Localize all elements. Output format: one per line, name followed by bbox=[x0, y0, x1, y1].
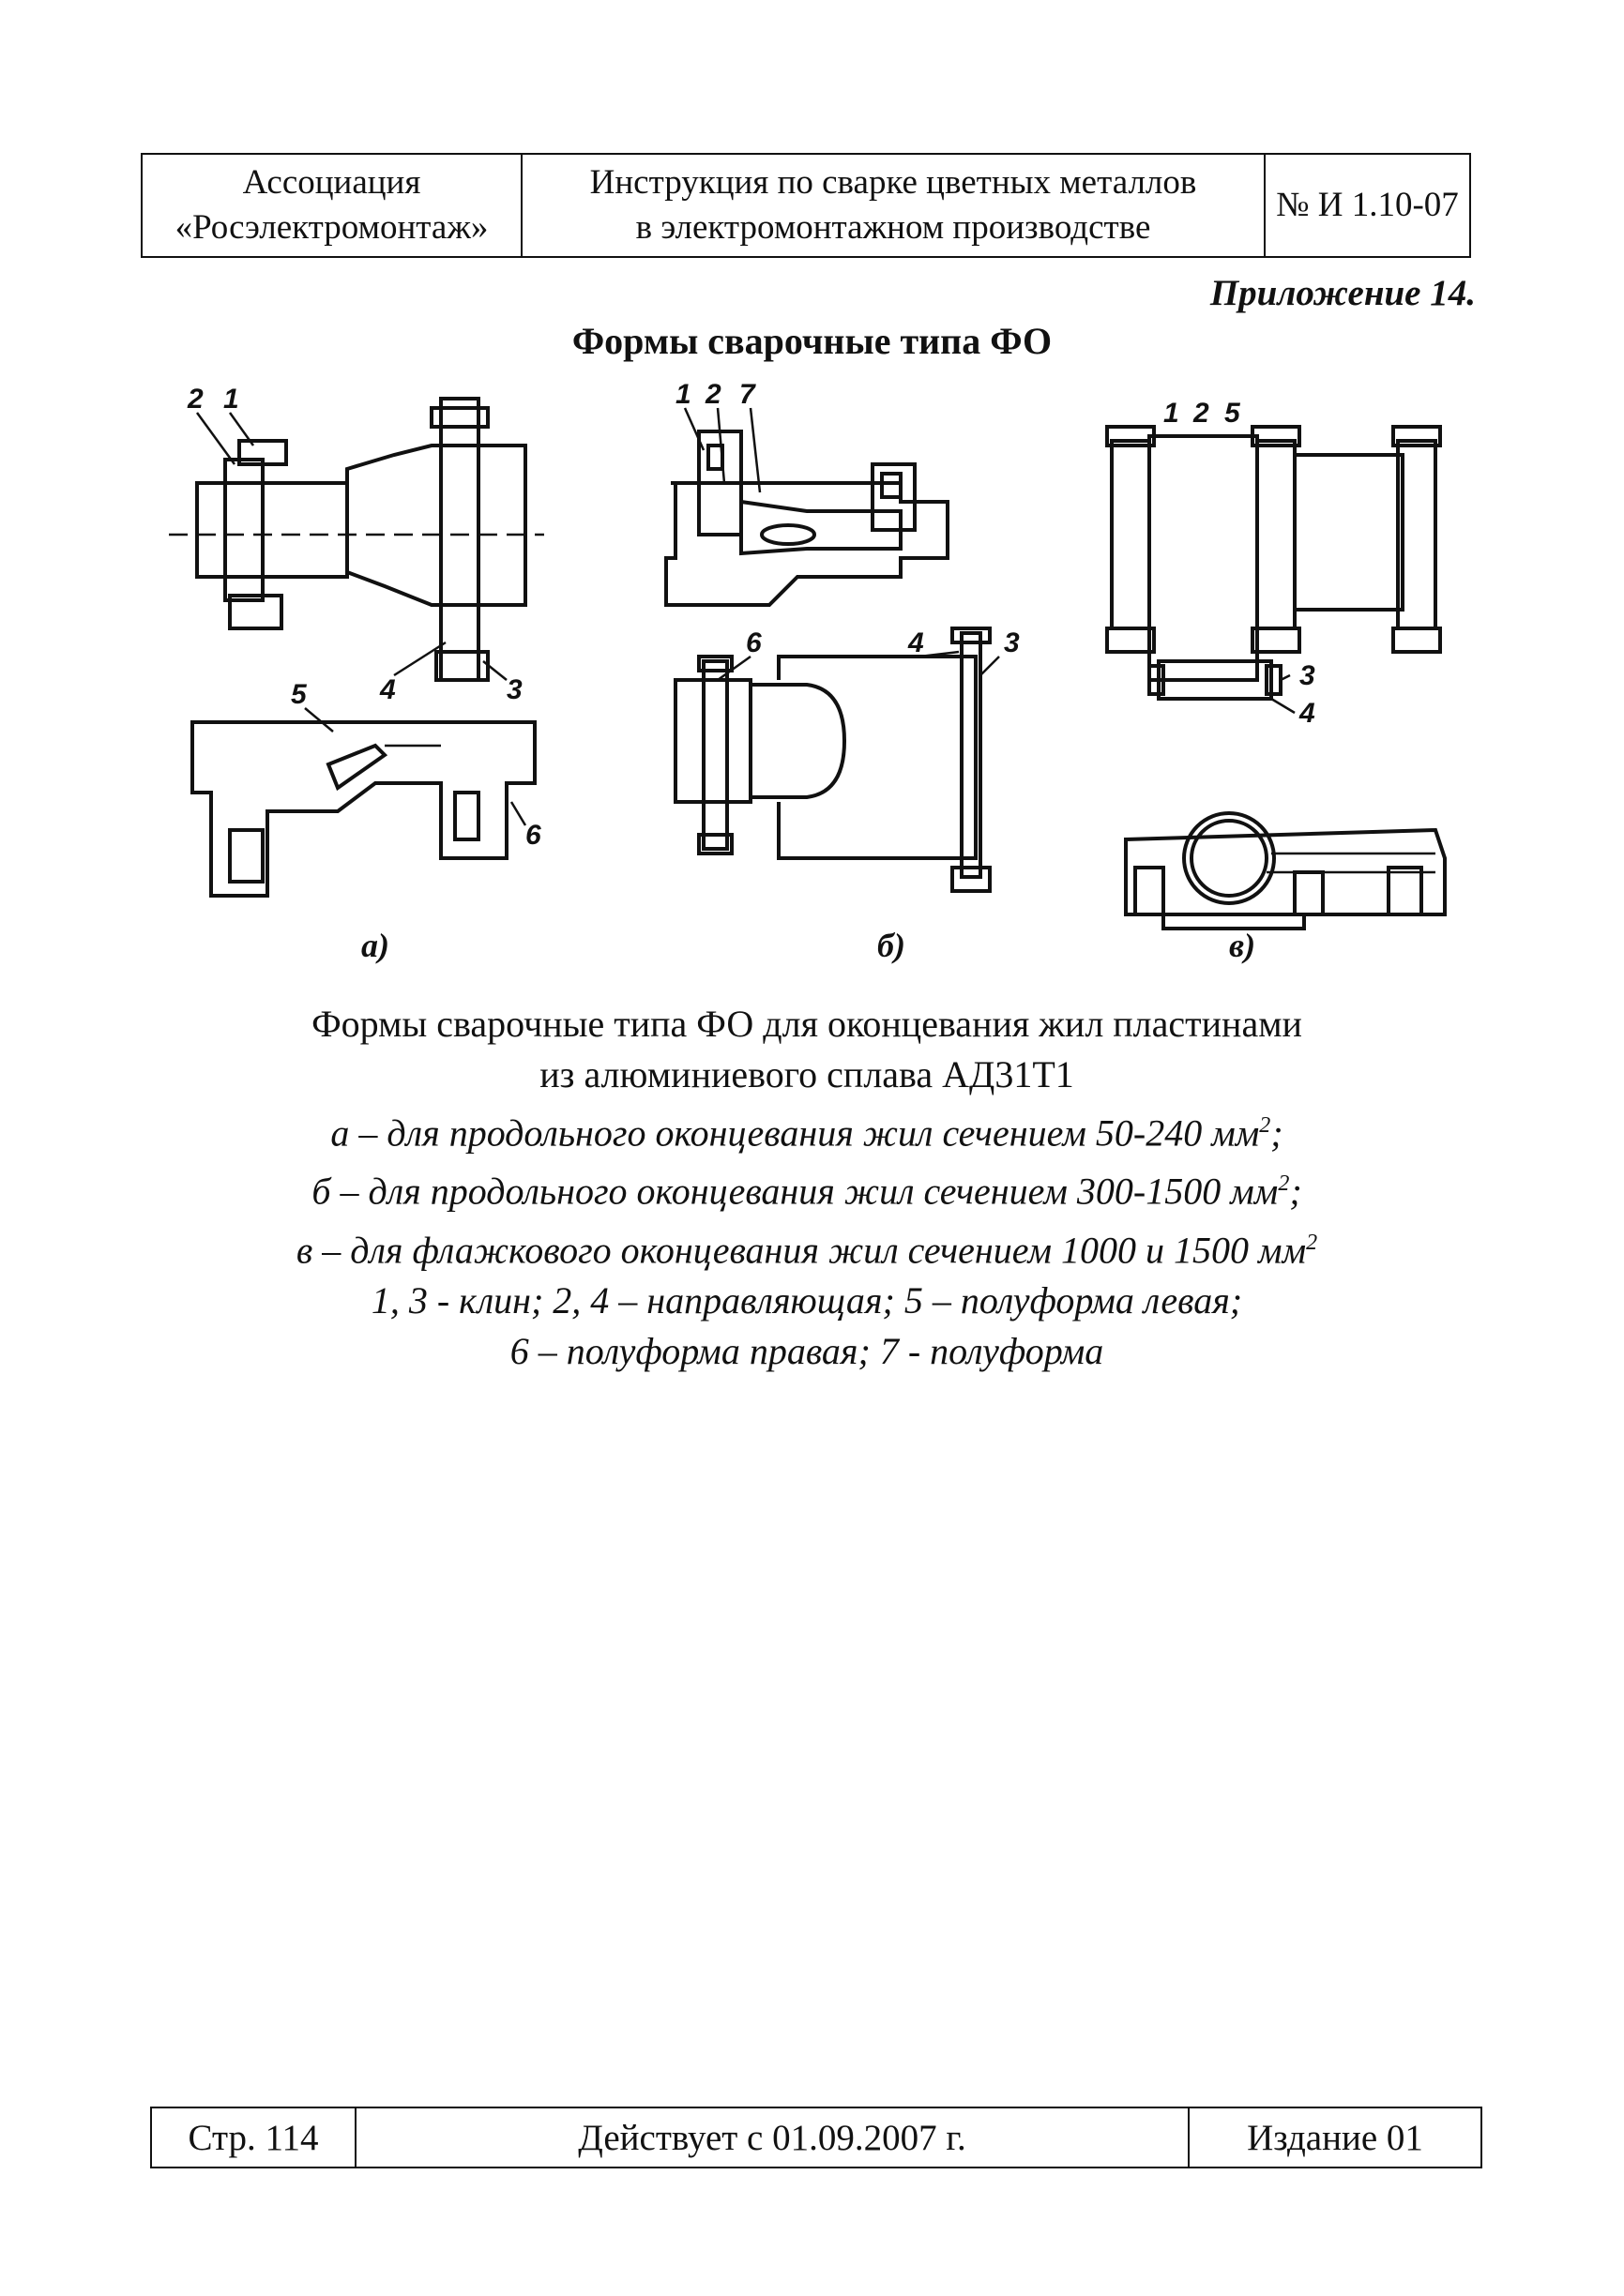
doc-title-line2: в электромонтажном производстве bbox=[635, 208, 1151, 247]
caption-line-3-end: ; bbox=[1270, 1111, 1283, 1155]
view-a-bottom bbox=[192, 722, 535, 896]
org-name: Ассоциация bbox=[242, 163, 421, 202]
label-a-6: 6 bbox=[525, 820, 541, 851]
doc-number: № И 1.10-07 bbox=[1276, 186, 1459, 224]
label-c-3: 3 bbox=[1299, 660, 1315, 691]
label-b-1: 1 bbox=[675, 379, 691, 410]
caption-line-5 bbox=[150, 1217, 1464, 1276]
view-b-bottom bbox=[675, 628, 990, 891]
caption-line-4-text: б – для продольного оконцевания жил сечением 300-1500 мм bbox=[311, 1170, 1279, 1213]
label-a-5: 5 bbox=[291, 679, 307, 710]
caption-line-2: из алюминиевого сплава АД31Т1 bbox=[539, 1053, 1074, 1095]
label-c-4: 4 bbox=[1299, 698, 1315, 729]
label-a-1: 1 bbox=[223, 384, 239, 415]
effective-date: Действует с 01.09.2007 г. bbox=[357, 2108, 1190, 2167]
doc-title-line1: Инструкция по сварке цветных металлов bbox=[589, 163, 1197, 202]
label-b-3: 3 bbox=[1004, 627, 1020, 658]
label-c-5: 5 bbox=[1224, 398, 1240, 429]
label-c-2: 2 bbox=[1193, 398, 1209, 429]
doc-number-cell bbox=[1266, 155, 1469, 256]
caption-line-3-sup: 2 bbox=[1259, 1113, 1271, 1138]
appendix-label: Приложение 14. bbox=[1209, 273, 1476, 313]
view-b-top bbox=[666, 431, 948, 605]
page-number: Стр. 114 bbox=[152, 2108, 357, 2167]
caption-line-4 bbox=[150, 1158, 1464, 1216]
doc-title-cell bbox=[523, 155, 1266, 256]
caption-line-4-sup: 2 bbox=[1278, 1171, 1290, 1197]
org-subname: «Росэлектромонтаж» bbox=[175, 208, 489, 247]
label-b-7: 7 bbox=[739, 379, 755, 410]
welding-forms-drawing bbox=[150, 370, 1473, 980]
view-a-top bbox=[169, 399, 544, 680]
caption-line-6: 1, 3 - клин; 2, 4 – направляющая; 5 – полуформа левая; bbox=[371, 1278, 1243, 1322]
view-c-bottom bbox=[1126, 813, 1445, 929]
figure-title: Формы сварочные типа ФО bbox=[571, 320, 1053, 362]
label-a-3: 3 bbox=[507, 674, 523, 705]
caption-line-5-sup: 2 bbox=[1306, 1230, 1318, 1255]
caption-line-3 bbox=[150, 1100, 1464, 1158]
label-a-2: 2 bbox=[188, 384, 204, 415]
subfigure-b-label: б) bbox=[877, 927, 905, 964]
caption-line-7: 6 – полуформа правая; 7 - полуформа bbox=[509, 1329, 1104, 1372]
document-footer bbox=[150, 2107, 1482, 2168]
label-b-6: 6 bbox=[746, 627, 762, 658]
caption-line-3-text: а – для продольного оконцевания жил сечением 50-240 мм bbox=[330, 1111, 1260, 1155]
label-b-4: 4 bbox=[908, 627, 924, 658]
subfigure-c-label: в) bbox=[1229, 927, 1256, 964]
label-a-4: 4 bbox=[380, 674, 396, 705]
view-c-top bbox=[1107, 427, 1440, 699]
subfigure-a-label: а) bbox=[361, 927, 389, 964]
figure-caption bbox=[150, 999, 1464, 1377]
label-c-1: 1 bbox=[1163, 398, 1179, 429]
caption-line-1: Формы сварочные типа ФО для оконцевания жил пластинами bbox=[311, 1003, 1302, 1045]
document-header bbox=[141, 153, 1471, 258]
caption-line-5-text: в – для флажкового оконцевания жил сечением 1000 и 1500 мм bbox=[296, 1228, 1307, 1271]
label-b-2: 2 bbox=[706, 379, 721, 410]
org-cell bbox=[143, 155, 523, 256]
caption-line-4-end: ; bbox=[1289, 1170, 1302, 1213]
edition: Издание 01 bbox=[1247, 2117, 1423, 2158]
